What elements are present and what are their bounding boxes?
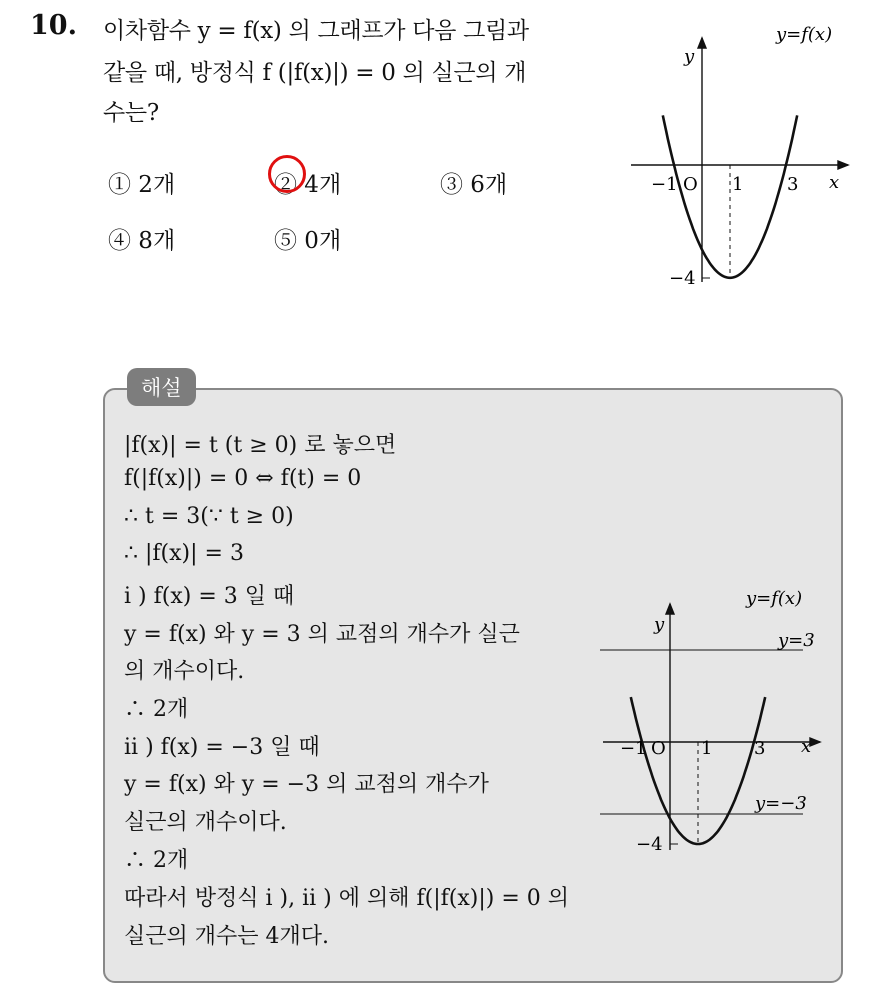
solution-label: 해설 <box>127 368 196 406</box>
tick-neg1: −1 <box>620 738 647 759</box>
y-axis-arrow <box>666 604 674 614</box>
solution-line-7: 의 개수이다. <box>124 659 245 684</box>
solution-line-6: y = f(x) 와 y = 3 의 교점의 개수가 실근 <box>124 622 520 647</box>
min-label: −4 <box>636 834 663 855</box>
choice-3[interactable]: ③ 6개 <box>440 172 508 198</box>
curve-label: y=f(x) <box>776 24 833 45</box>
graph-2 <box>598 582 828 857</box>
question-text-line-1: 이차함수 y = f(x) 의 그래프가 다음 그림과 <box>103 18 529 44</box>
solution-line-3: ∴ t = 3(∵ t ≥ 0) <box>124 504 294 529</box>
tick-neg1: −1 <box>651 174 678 195</box>
tick-1: 1 <box>732 174 744 195</box>
graph-1 <box>626 20 856 295</box>
tick-3: 3 <box>787 174 799 195</box>
line-upper-label: y=3 <box>778 630 815 651</box>
curve-label: y=f(x) <box>746 588 803 609</box>
line-lower-label: y=−3 <box>755 793 807 814</box>
answer-circle-mark <box>268 155 306 193</box>
solution-line-13: 따라서 방정식 i ), ii ) 에 의해 f(|f(x)|) = 0 의 <box>124 886 569 911</box>
solution-line-1: |f(x)| = t (t ≥ 0) 로 놓으면 <box>124 433 397 458</box>
x-axis-arrow <box>810 738 820 746</box>
y-axis-label: y <box>684 46 695 67</box>
solution-line-8: ∴ 2개 <box>124 697 189 722</box>
question-number: 10. <box>30 10 77 41</box>
x-axis-label: x <box>829 172 840 193</box>
question-text-line-2: 같을 때, 방정식 f (|f(x)|) = 0 의 실근의 개 <box>103 60 527 86</box>
solution-line-12: ∴ 2개 <box>124 848 189 873</box>
y-axis-arrow <box>698 38 706 48</box>
choice-5[interactable]: ⑤ 0개 <box>274 228 342 254</box>
solution-line-9: ii ) f(x) = −3 일 때 <box>124 735 320 760</box>
tick-1: 1 <box>701 738 713 759</box>
solution-line-4: ∴ |f(x)| = 3 <box>124 541 244 566</box>
y-axis-label: y <box>654 614 665 635</box>
parabola-curve <box>631 697 765 844</box>
choice-4[interactable]: ④ 8개 <box>108 228 176 254</box>
choice-2[interactable]: ② 4개 <box>274 172 342 198</box>
solution-line-14: 실근의 개수는 4개다. <box>124 924 329 949</box>
origin-label: O <box>651 738 666 759</box>
solution-line-5: i ) f(x) = 3 일 때 <box>124 584 295 609</box>
tick-3: 3 <box>754 738 766 759</box>
origin-label: O <box>683 174 698 195</box>
x-axis-label: x <box>801 736 812 757</box>
x-axis-arrow <box>838 161 848 169</box>
solution-line-10: y = f(x) 와 y = −3 의 교점의 개수가 <box>124 772 489 797</box>
solution-line-2: f(|f(x)|) = 0 ⇔ f(t) = 0 <box>124 466 362 491</box>
min-label: −4 <box>669 268 696 289</box>
solution-line-11: 실근의 개수이다. <box>124 810 287 835</box>
choice-1[interactable]: ① 2개 <box>108 172 176 198</box>
question-text-line-3: 수는? <box>103 100 159 126</box>
